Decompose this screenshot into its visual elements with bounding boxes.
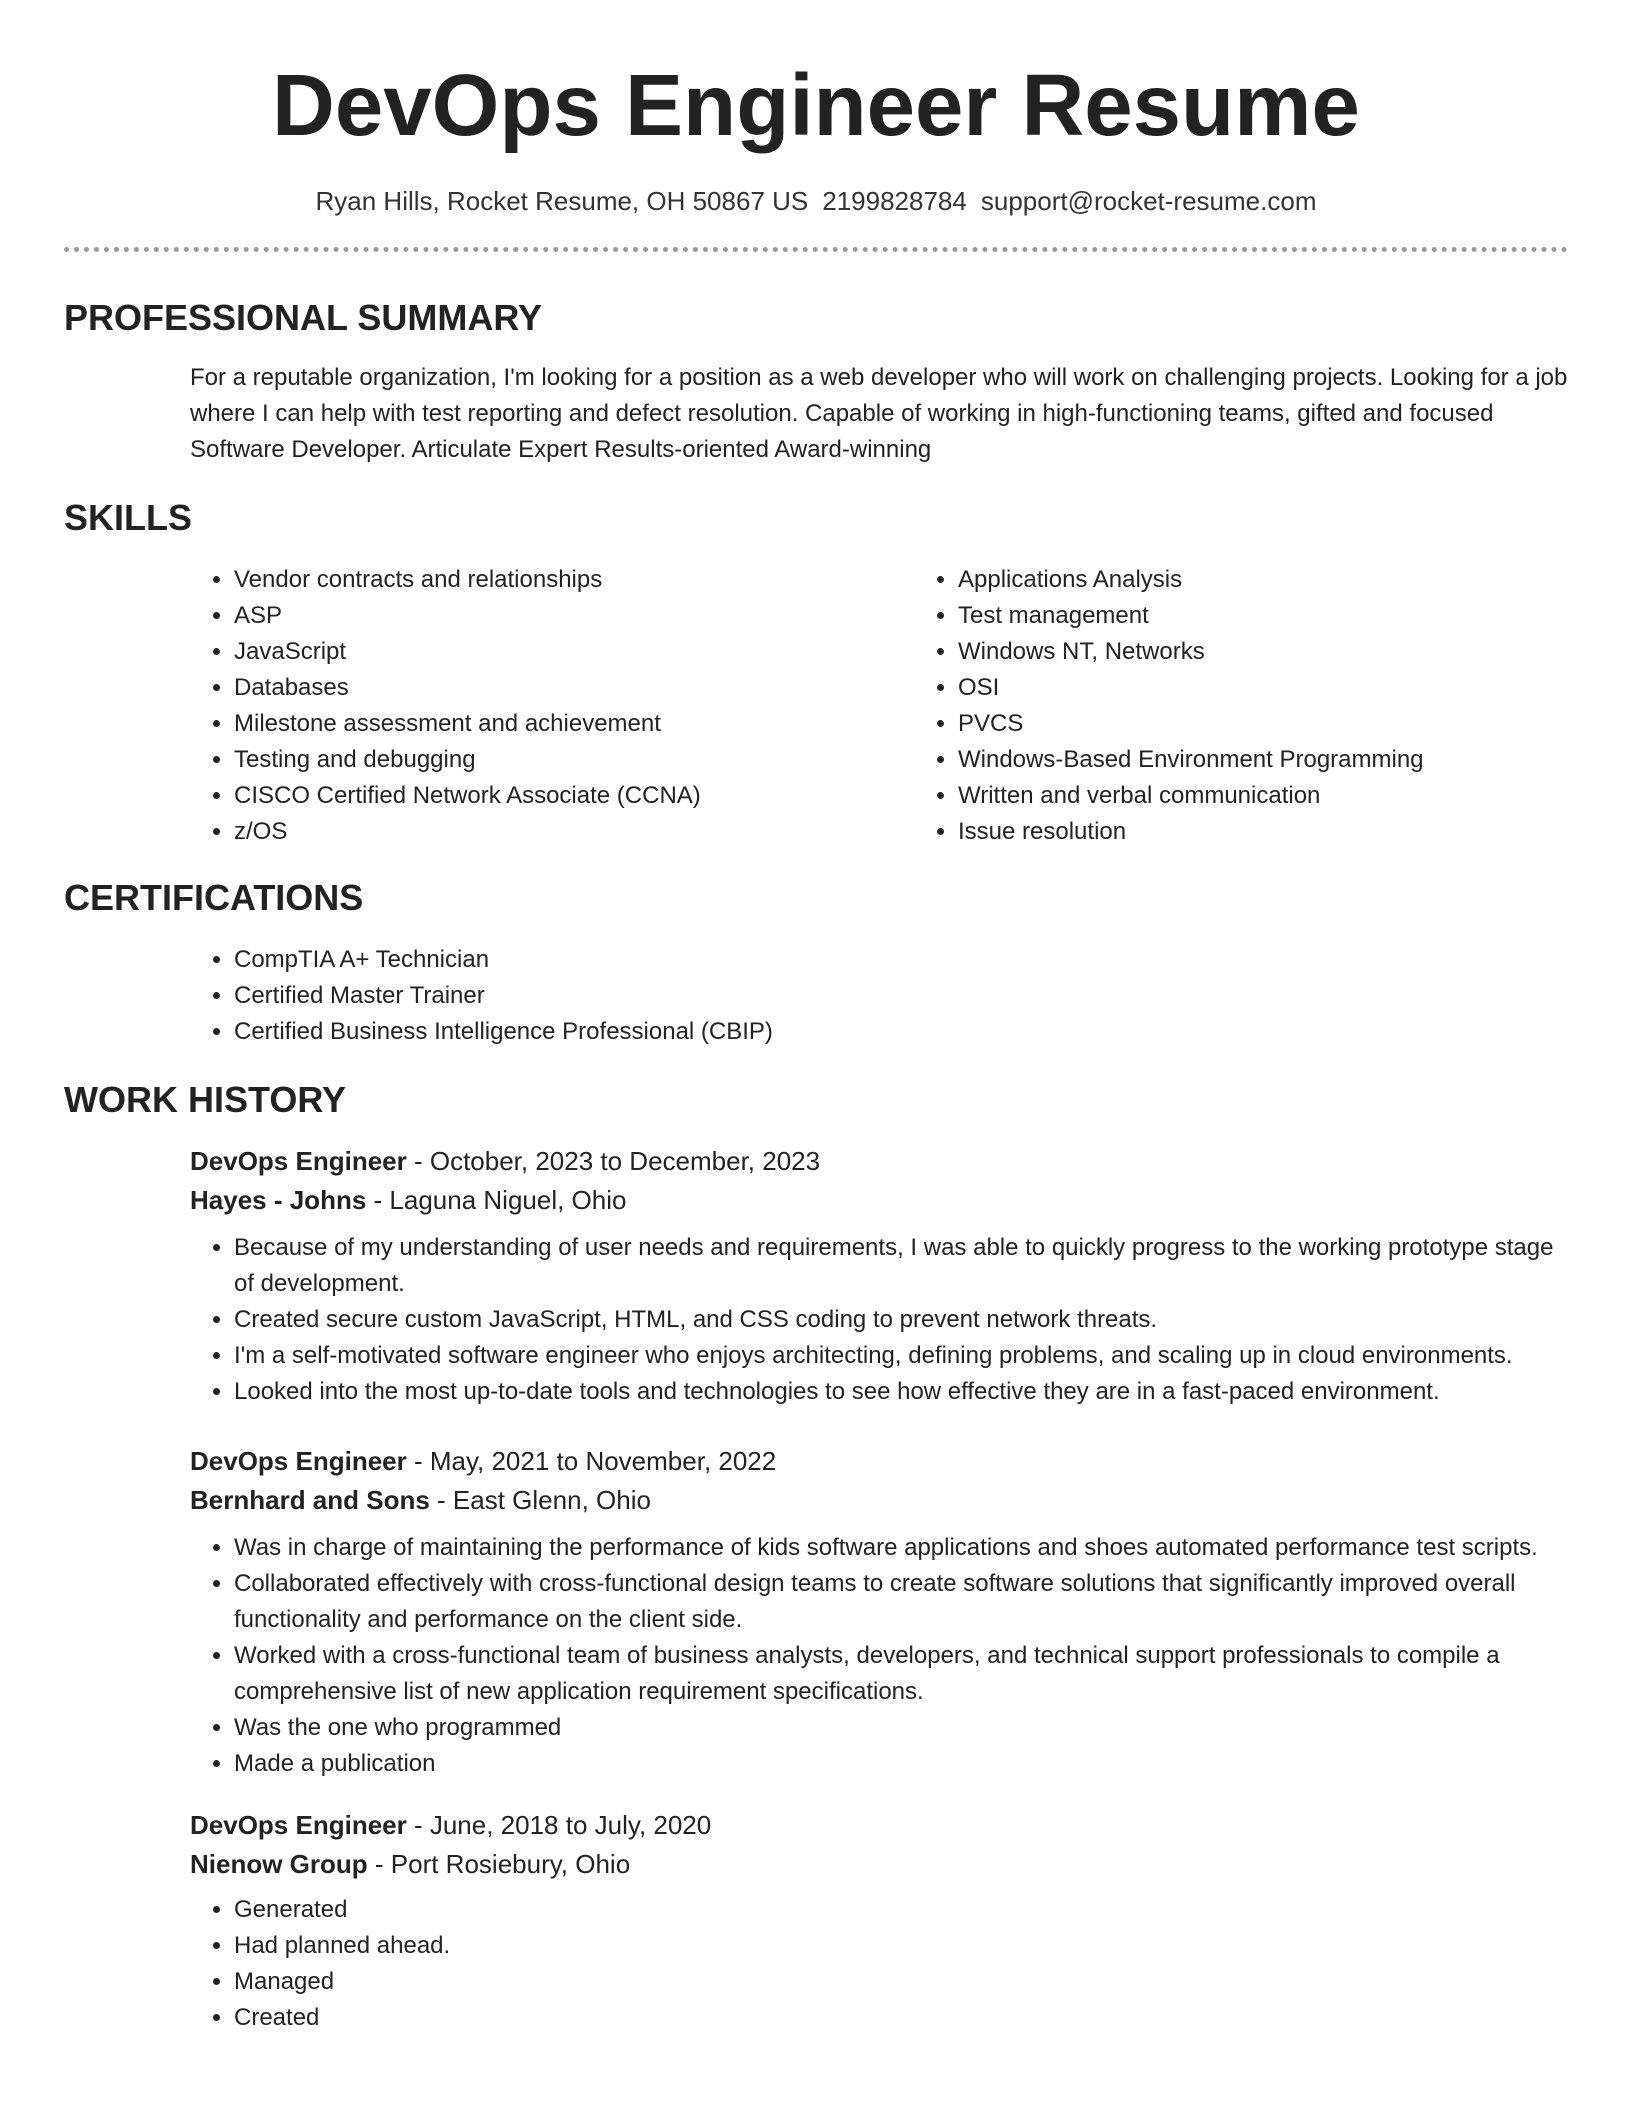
skill-item: • Testing and debugging [234,742,914,778]
job-company: Hayes - Johns [190,1185,367,1215]
skill-item: • ASP [234,598,914,634]
header-divider [64,247,1568,252]
job-bullet: • Had planned ahead. [234,1928,1568,1964]
job-location: - Laguna Niguel, Ohio [366,1185,627,1215]
job-bullet: • Created secure custom JavaScript, HTML, and CSS coding to prevent network threats. [234,1302,1568,1338]
job-company-line [190,1480,1568,1520]
certification-item: • CompTIA A+ Technician [234,942,1568,978]
job-bullet: • Because of my understanding of user needs and requirements, I was able to quickly progress to the working prototype stage of development. [234,1230,1568,1302]
job-bullet: • Managed [234,1964,1568,2000]
job-bullet: • Created [234,2000,1568,2036]
job-entry [190,1806,1568,2036]
job-bullets [190,1892,1568,2036]
certifications-heading: CERTIFICATIONS [64,877,364,918]
skills-heading: SKILLS [64,497,193,538]
skill-item: • Databases [234,670,914,706]
job-title: DevOps Engineer [190,1446,407,1476]
resume-title: DevOps Engineer Resume [272,57,1360,154]
job-location: - East Glenn, Ohio [429,1485,651,1515]
job-location: - Port Rosiebury, Ohio [367,1849,631,1879]
skills-list [190,562,1568,850]
job-title-line [190,1142,1568,1180]
skill-item: • OSI [958,670,1424,706]
certification-item: • Certified Master Trainer [234,978,1568,1014]
skill-item: • Applications Analysis [958,562,1424,598]
job-company-line [190,1844,1568,1884]
skill-item: • PVCS [958,706,1424,742]
job-dates: - June, 2018 to July, 2020 [406,1810,712,1840]
skill-item: • JavaScript [234,634,914,670]
job-bullets [190,1530,1568,1782]
job-bullet: • I'm a self-motivated software engineer who enjoys architecting, defining problems, and scaling up in cloud environments. [234,1338,1568,1374]
job-bullet: • Was the one who programmed [234,1710,1568,1746]
job-entry [190,1142,1568,1410]
job-title: DevOps Engineer [190,1146,407,1176]
skill-item: • Windows NT, Networks [958,634,1424,670]
skill-item: • CISCO Certified Network Associate (CCNA) [234,778,914,814]
skill-item: • Written and verbal communication [958,778,1424,814]
skill-item: • z/OS [234,814,914,850]
contact-phone: 2199828784 [822,186,967,216]
job-company-line [190,1180,1568,1220]
job-bullet: • Was in charge of maintaining the performance of kids software applications and shoes automated performance test scripts. [234,1530,1568,1566]
contact-email: support@rocket-resume.com [980,186,1317,216]
work-history-heading: WORK HISTORY [64,1079,347,1120]
certifications-list [190,942,1568,1050]
job-bullet: • Generated [234,1892,1568,1928]
summary-text: For a reputable organization, I'm looking for a position as a web developer who will work on challenging projects. Looking for a job where I can help with test reporting and defect resolution. Capable of working in high-functioning teams, gifted and focused Software Developer. Articulate Expert Results-oriented Award-winning [190,364,1568,463]
skill-item: • Milestone assessment and achievement [234,706,914,742]
skill-item: • Issue resolution [958,814,1424,850]
skill-item: • Windows-Based Environment Programming [958,742,1424,778]
job-bullet: • Worked with a cross-functional team of business analysts, developers, and technical support professionals to compile a comprehensive list of new application requirement specifications. [234,1638,1568,1710]
skill-item: • Test management [958,598,1424,634]
job-bullets [190,1230,1568,1410]
summary-heading: PROFESSIONAL SUMMARY [64,297,543,338]
job-bullet: • Looked into the most up-to-date tools and technologies to see how effective they are in a fast-paced environment. [234,1374,1568,1410]
job-bullet: • Made a publication [234,1746,1568,1782]
skill-item: • Vendor contracts and relationships [234,562,914,598]
skills-column-left [190,562,914,850]
job-title-line [190,1806,1568,1844]
job-company: Nienow Group [190,1849,368,1879]
job-entry [190,1442,1568,1782]
contact-address: Ryan Hills, Rocket Resume, OH 50867 US [315,186,809,216]
job-company: Bernhard and Sons [190,1485,430,1515]
skills-column-right [914,562,1424,850]
contact-line [64,184,1568,218]
job-dates: - October, 2023 to December, 2023 [406,1146,821,1176]
job-bullet: • Collaborated effectively with cross-functional design teams to create software solutions that significantly improved overall functionality and performance on the client side. [234,1566,1568,1638]
job-title-line [190,1442,1568,1480]
certification-item: • Certified Business Intelligence Professional (CBIP) [234,1014,1568,1050]
job-title: DevOps Engineer [190,1810,407,1840]
job-dates: - May, 2021 to November, 2022 [406,1446,777,1476]
